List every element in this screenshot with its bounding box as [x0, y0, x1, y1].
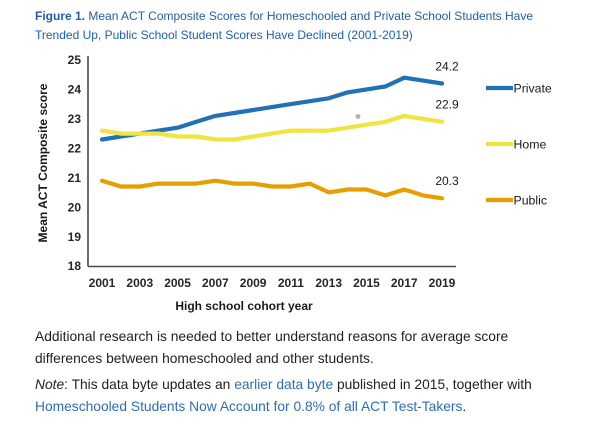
x-tick-label: 2011 [277, 276, 304, 290]
note-label: Note [35, 377, 65, 392]
y-axis-title: Mean ACT Composite score [36, 83, 50, 243]
x-tick-label: 2003 [126, 276, 154, 290]
legend-label-home: Home [513, 137, 547, 152]
data-label-public: 20.3 [435, 174, 459, 189]
y-tick-label: 23 [67, 112, 81, 127]
y-tick-label: 19 [67, 229, 81, 244]
note-mid-text: published in 2015, together with [333, 377, 532, 392]
note-line1 [35, 374, 595, 396]
figure-number: Figure 1. [35, 9, 86, 23]
research-line2: differences between homeschooled and other students. [35, 351, 374, 366]
x-tick-label: 2007 [201, 276, 229, 290]
x-tick-label: 2009 [239, 276, 267, 290]
note-line2 [35, 396, 595, 418]
series-line-home [102, 116, 442, 140]
y-tick-label: 24 [67, 82, 81, 97]
x-tick-label: 2019 [428, 276, 456, 290]
note-paragraph [35, 374, 595, 418]
series-line-private [102, 78, 442, 140]
earlier-data-byte-link[interactable]: earlier data byte [234, 377, 334, 392]
y-tick-label: 18 [67, 259, 81, 274]
data-label-home: 22.9 [435, 97, 459, 112]
y-tick-label: 22 [67, 141, 81, 156]
x-tick-label: 2001 [88, 276, 116, 290]
note-post-text: . [462, 399, 467, 414]
x-axis-title: High school cohort year [175, 299, 313, 313]
note-pre-text: : This data byte updates an [64, 377, 235, 392]
y-tick-label: 20 [67, 200, 81, 215]
legend-label-private: Private [513, 81, 552, 96]
y-tick-label: 21 [67, 170, 81, 185]
data-label-private: 24.2 [435, 59, 459, 74]
figure-title-line2: Trended Up, Public School Student Scores Have Declined (2001-2019) [35, 27, 413, 42]
x-tick-label: 2015 [353, 276, 380, 290]
research-line1: Additional research is needed to better understand reasons for average score [35, 329, 509, 344]
x-tick-label: 2013 [315, 276, 343, 290]
figure-title-text: Mean ACT Composite Scores for Homeschooled and Private School Students Have [85, 9, 534, 23]
series-line-public [102, 181, 442, 199]
chart-dynamic-layer [68, 53, 552, 290]
x-tick-label: 2017 [390, 276, 418, 290]
stray-dot [356, 114, 361, 119]
y-tick-label: 25 [67, 53, 81, 68]
homeschool-report-link[interactable]: Homeschooled Students Now Account for 0.8% of all ACT Test-Takers [35, 399, 463, 414]
x-tick-label: 2005 [164, 276, 191, 290]
legend-label-public: Public [513, 193, 547, 208]
research-paragraph [35, 326, 595, 370]
